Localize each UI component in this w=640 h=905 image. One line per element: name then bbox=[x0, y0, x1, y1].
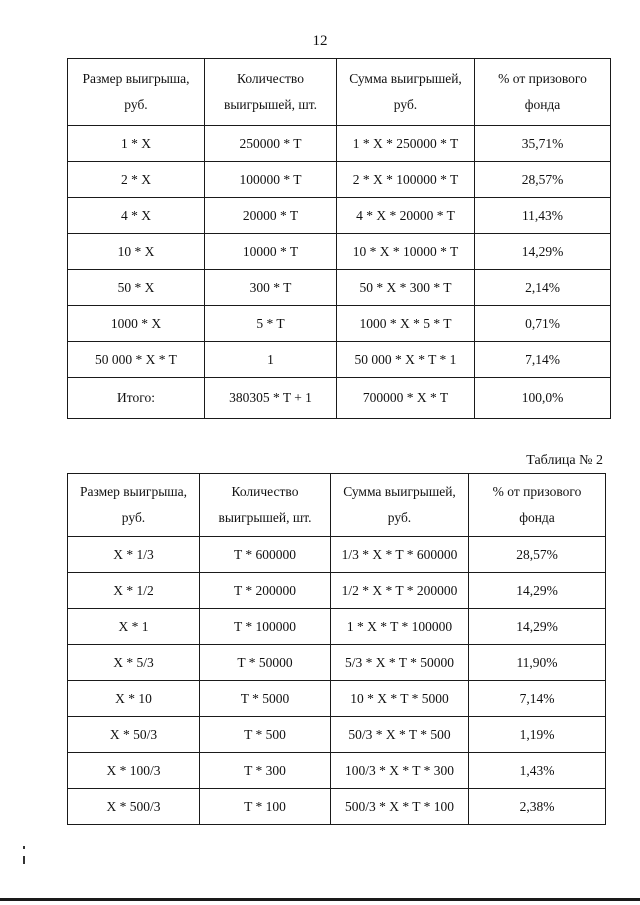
table-row bbox=[68, 609, 606, 645]
cell-fund-percent: 11,43% bbox=[475, 198, 611, 234]
cell-prize-size: 1000 * X bbox=[68, 306, 205, 342]
table-row bbox=[68, 306, 611, 342]
page-bottom-rule bbox=[0, 898, 640, 901]
cell-fund-percent: 14,29% bbox=[469, 609, 606, 645]
table-row bbox=[68, 270, 611, 306]
cell-prize-count: T * 600000 bbox=[200, 537, 331, 573]
cell-fund-percent: 35,71% bbox=[475, 126, 611, 162]
cell-prize-sum: 1 * X * 250000 * T bbox=[337, 126, 475, 162]
table-row bbox=[68, 126, 611, 162]
cell-prize-size: 10 * X bbox=[68, 234, 205, 270]
cell-prize-size: 1 * X bbox=[68, 126, 205, 162]
cell-prize-count: T * 500 bbox=[200, 717, 331, 753]
cell-prize-count: 250000 * T bbox=[205, 126, 337, 162]
cell-prize-sum: 100/3 * X * T * 300 bbox=[331, 753, 469, 789]
cell-prize-sum: 500/3 * X * T * 100 bbox=[331, 789, 469, 825]
cell-total-count: 380305 * T + 1 bbox=[205, 378, 337, 419]
cell-prize-count: 20000 * T bbox=[205, 198, 337, 234]
cell-fund-percent: 2,14% bbox=[475, 270, 611, 306]
header-prize-size: Размер выигрыша, руб. bbox=[68, 474, 200, 537]
cell-prize-size: 50 * X bbox=[68, 270, 205, 306]
header-prize-sum: Сумма выигрышей, руб. bbox=[331, 474, 469, 537]
cell-prize-size: 50 000 * X * T bbox=[68, 342, 205, 378]
cell-fund-percent: 28,57% bbox=[475, 162, 611, 198]
prize-table-2 bbox=[67, 473, 606, 825]
cell-prize-sum: 10 * X * 10000 * T bbox=[337, 234, 475, 270]
table-row bbox=[68, 645, 606, 681]
prize-table-1 bbox=[67, 58, 611, 419]
cell-prize-sum: 5/3 * X * T * 50000 bbox=[331, 645, 469, 681]
cell-prize-sum: 1/2 * X * T * 200000 bbox=[331, 573, 469, 609]
cell-prize-count: 300 * T bbox=[205, 270, 337, 306]
cell-fund-percent: 1,19% bbox=[469, 717, 606, 753]
cell-prize-count: 5 * T bbox=[205, 306, 337, 342]
table-row bbox=[68, 753, 606, 789]
table-total-row bbox=[68, 378, 611, 419]
cell-prize-sum: 10 * X * T * 5000 bbox=[331, 681, 469, 717]
cell-prize-size: 2 * X bbox=[68, 162, 205, 198]
cell-prize-count: T * 50000 bbox=[200, 645, 331, 681]
cell-prize-size: X * 50/3 bbox=[68, 717, 200, 753]
cell-prize-sum: 4 * X * 20000 * T bbox=[337, 198, 475, 234]
cell-fund-percent: 2,38% bbox=[469, 789, 606, 825]
table-row bbox=[68, 573, 606, 609]
page-number: 12 bbox=[312, 33, 328, 49]
scan-mark bbox=[23, 856, 25, 864]
cell-prize-size: X * 1/2 bbox=[68, 573, 200, 609]
table-row bbox=[68, 717, 606, 753]
cell-total-percent: 100,0% bbox=[475, 378, 611, 419]
cell-prize-sum: 50 * X * 300 * T bbox=[337, 270, 475, 306]
cell-fund-percent: 14,29% bbox=[475, 234, 611, 270]
cell-prize-count: 100000 * T bbox=[205, 162, 337, 198]
cell-prize-count: 1 bbox=[205, 342, 337, 378]
cell-prize-count: T * 5000 bbox=[200, 681, 331, 717]
cell-fund-percent: 11,90% bbox=[469, 645, 606, 681]
cell-fund-percent: 7,14% bbox=[475, 342, 611, 378]
table-row bbox=[68, 234, 611, 270]
cell-total-label: Итого: bbox=[68, 378, 205, 419]
header-prize-count: Количество выигрышей, шт. bbox=[205, 59, 337, 126]
header-prize-count: Количество выигрышей, шт. bbox=[200, 474, 331, 537]
cell-prize-sum: 1000 * X * 5 * T bbox=[337, 306, 475, 342]
scan-mark bbox=[23, 846, 25, 849]
cell-prize-sum: 1 * X * T * 100000 bbox=[331, 609, 469, 645]
cell-total-sum: 700000 * X * T bbox=[337, 378, 475, 419]
cell-prize-size: X * 5/3 bbox=[68, 645, 200, 681]
header-prize-size: Размер выигрыша, руб. bbox=[68, 59, 205, 126]
cell-prize-count: T * 100000 bbox=[200, 609, 331, 645]
cell-prize-sum: 50/3 * X * T * 500 bbox=[331, 717, 469, 753]
cell-prize-count: T * 100 bbox=[200, 789, 331, 825]
cell-prize-sum: 1/3 * X * T * 600000 bbox=[331, 537, 469, 573]
table-row bbox=[68, 198, 611, 234]
table-row bbox=[68, 681, 606, 717]
table-row bbox=[68, 789, 606, 825]
cell-prize-size: 4 * X bbox=[68, 198, 205, 234]
header-prize-sum: Сумма выигрышей, руб. bbox=[337, 59, 475, 126]
cell-prize-size: X * 500/3 bbox=[68, 789, 200, 825]
cell-prize-sum: 2 * X * 100000 * T bbox=[337, 162, 475, 198]
header-prize-fund-percent: % от призового фонда bbox=[469, 474, 606, 537]
cell-prize-size: X * 10 bbox=[68, 681, 200, 717]
table-2-caption: Таблица № 2 bbox=[526, 453, 603, 468]
table-row bbox=[68, 537, 606, 573]
cell-fund-percent: 1,43% bbox=[469, 753, 606, 789]
cell-prize-size: X * 1 bbox=[68, 609, 200, 645]
cell-prize-count: 10000 * T bbox=[205, 234, 337, 270]
cell-fund-percent: 0,71% bbox=[475, 306, 611, 342]
cell-prize-size: X * 1/3 bbox=[68, 537, 200, 573]
cell-prize-count: T * 300 bbox=[200, 753, 331, 789]
cell-prize-count: T * 200000 bbox=[200, 573, 331, 609]
cell-fund-percent: 14,29% bbox=[469, 573, 606, 609]
cell-fund-percent: 7,14% bbox=[469, 681, 606, 717]
table-row bbox=[68, 162, 611, 198]
table-header-row bbox=[68, 59, 611, 126]
cell-prize-sum: 50 000 * X * T * 1 bbox=[337, 342, 475, 378]
cell-prize-size: X * 100/3 bbox=[68, 753, 200, 789]
table-header-row bbox=[68, 474, 606, 537]
header-prize-fund-percent: % от призового фонда bbox=[475, 59, 611, 126]
cell-fund-percent: 28,57% bbox=[469, 537, 606, 573]
table-row bbox=[68, 342, 611, 378]
